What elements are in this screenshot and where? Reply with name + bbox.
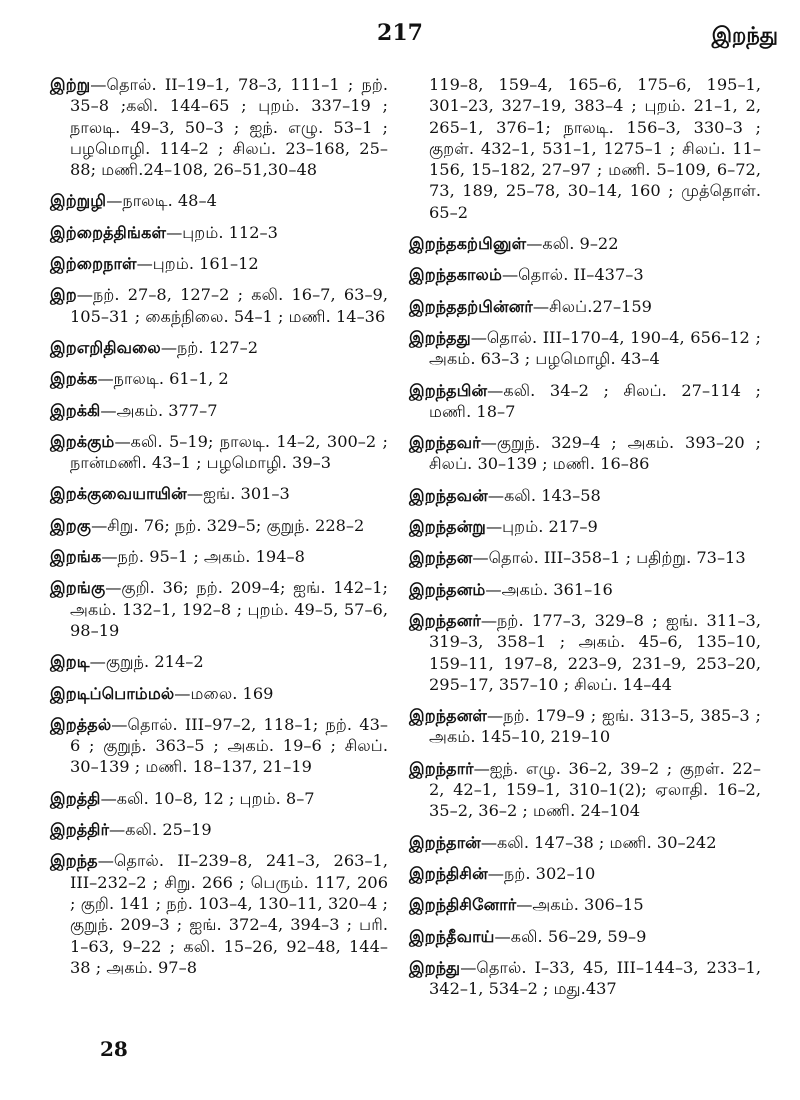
index-entry bbox=[409, 296, 761, 317]
entry-headword: இறத்தல் bbox=[50, 714, 112, 734]
index-entry bbox=[409, 894, 761, 915]
index-entry bbox=[409, 233, 761, 254]
entry-headword: இறந்ததற்பின்னர் bbox=[409, 296, 533, 316]
entry-references: —கலி. 56–29, 59–9 bbox=[494, 926, 647, 946]
index-entry bbox=[50, 819, 388, 840]
entry-references: —நற். 179–9 ; ஐங். 313–5, 385–3 ; அகம். 145–10, 219–10 bbox=[429, 706, 761, 747]
entry-references: —புறம். 161–12 bbox=[136, 254, 259, 274]
index-entry bbox=[409, 610, 761, 695]
entry-references: —நாலடி. 48–4 bbox=[106, 191, 217, 211]
index-entry bbox=[50, 337, 388, 358]
entry-references: —நற். 127–2 bbox=[160, 337, 259, 357]
index-entry bbox=[50, 284, 388, 327]
entry-references: —கலி. 34–2 ; சிலப். 27–114 ; மணி. 18–7 bbox=[429, 380, 761, 421]
entry-references: —தொல். III–97–2, 118–1; நற். 43–6 ; குறுந். 363–5 ; அகம். 19–6 ; சிலப். 30–139 ; மணி. 18–137, 21–19 bbox=[70, 714, 388, 777]
entry-references: —குறி. 36; நற். 209–4; ஐங். 142–1; அகம். 132–1, 192–8 ; புறம். 49–5, 57–6, 98–19 bbox=[70, 578, 388, 640]
entry-headword: இறக்குவையாயின் bbox=[50, 484, 187, 504]
entry-headword: இற்று bbox=[50, 75, 91, 94]
entry-references: —சிறு. 76; நற். 329–5; குறுந். 228–2 bbox=[91, 515, 365, 535]
index-entry bbox=[50, 400, 388, 421]
entry-headword: இறங்க bbox=[50, 547, 102, 567]
index-entry bbox=[409, 957, 761, 1000]
entry-headword: இறத்தி bbox=[50, 788, 101, 808]
entry-references: —புறம். 112–3 bbox=[166, 222, 278, 242]
index-entry bbox=[409, 516, 761, 537]
entry-headword: இறந்தகற்பினுள் bbox=[409, 234, 527, 254]
entry-headword: இறந்தனம் bbox=[409, 579, 486, 599]
index-entry bbox=[50, 190, 388, 211]
index-entry bbox=[50, 651, 388, 672]
right-column bbox=[409, 74, 761, 1009]
entry-headword: இற்றுழி bbox=[50, 191, 107, 211]
entry-references: —நாலடி. 61–1, 2 bbox=[97, 369, 229, 389]
entry-references: —ஐந். எழு. 36–2, 39–2 ; குறள். 22–2, 42–1, 159–1, 310–1(2); ஏலாதி. 16–2, 35–2, 36–2 ; மணி. 24–104 bbox=[429, 758, 761, 821]
entry-headword: இறந்தனள் bbox=[409, 706, 487, 726]
entry-references: —தொல். II–19–1, 78–3, 111–1 ; நற். 35–8 ;கலி. 144–65 ; புறம். 337–19 ; நாலடி. 49–3, 50–3 ; ஐந். எழு. 53–1 ; பழமொழி. 114–2 ; சிலப். 23–168, 25–88; மணி.24–108, 26–51,30–48 bbox=[70, 75, 388, 180]
entry-references: —அகம். 377–7 bbox=[100, 400, 218, 420]
index-entry bbox=[409, 74, 761, 223]
left-column bbox=[50, 74, 388, 988]
index-entry bbox=[50, 850, 388, 978]
entry-references: —அகம். 361–16 bbox=[485, 579, 613, 599]
entry-references: —கலி. 10–8, 12 ; புறம். 8–7 bbox=[100, 788, 315, 808]
entry-headword: இறடி bbox=[50, 652, 90, 672]
entry-references: —குறுந். 214–2 bbox=[89, 652, 204, 672]
index-entry bbox=[409, 264, 761, 285]
entry-headword: இறடிப்பொம்மல் bbox=[50, 683, 175, 703]
index-entry bbox=[409, 832, 761, 853]
index-entry bbox=[50, 431, 388, 474]
entry-references: —ஐங். 301–3 bbox=[186, 484, 290, 504]
index-entry bbox=[409, 863, 761, 884]
entry-headword: இறஎறிதிவலை bbox=[50, 337, 161, 357]
entry-references: —புறம். 217–9 bbox=[485, 517, 598, 537]
entry-references: —கலி. 147–38 ; மணி. 30–242 bbox=[480, 832, 717, 852]
index-entry bbox=[50, 515, 388, 536]
entry-references: —தொல். II–239–8, 241–3, 263–1, III–232–2 ; சிறு. 266 ; பெரும். 117, 206 ; குறி. 141 ; நற். 103–4, 130–11, 320–4 ; குறுந். 209–3 ; ஐங். 372–4, 394–3 ; பரி. 1–63, 9–22 ; கலி. 15–26, 92–48, 144–38 ; அகம். 97–8 bbox=[70, 851, 388, 977]
entry-headword: இறங்கு bbox=[50, 578, 106, 598]
entry-headword: இறக்கி bbox=[50, 400, 101, 420]
index-entry bbox=[50, 222, 388, 243]
entry-references: —சிலப்.27–159 bbox=[532, 296, 652, 316]
index-entry bbox=[50, 74, 388, 180]
entry-references: —தொல். III–170–4, 190–4, 656–12 ; அகம். 63–3 ; பழமொழி. 43–4 bbox=[429, 327, 761, 369]
entry-headword: இறந்தகாலம் bbox=[409, 265, 502, 285]
entry-headword: இறந்திசின் bbox=[409, 863, 488, 883]
index-entry bbox=[50, 714, 388, 778]
entry-headword: இறகு bbox=[50, 515, 92, 535]
running-head: இறந்து bbox=[711, 22, 778, 47]
signature-mark: 28 bbox=[100, 1037, 128, 1061]
entry-headword: இறந்தார் bbox=[409, 758, 474, 778]
entry-references: —நற். 177–3, 329–8 ; ஐங். 311–3, 319–3, 358–1 ; அகம். 45–6, 135–10, 159–11, 197–8, 223–9, 231–9, 253–20, 295–17, 357–10 ; சிலப். 14–44 bbox=[429, 610, 761, 694]
entry-headword: இறந்தன bbox=[409, 548, 473, 568]
entry-references: —கலி. 9–22 bbox=[526, 234, 619, 254]
entry-headword: இறந்தது bbox=[409, 327, 471, 347]
entry-references: —நற். 95–1 ; அகம். 194–8 bbox=[101, 547, 305, 567]
entry-references: —மலை. 169 bbox=[174, 683, 274, 703]
entry-headword: இறந்தவன் bbox=[409, 485, 488, 505]
index-entry bbox=[50, 683, 388, 704]
index-entry bbox=[409, 547, 761, 568]
entry-headword: இறந்திசினோர் bbox=[409, 895, 517, 915]
index-entry bbox=[409, 758, 761, 822]
index-entry bbox=[50, 577, 388, 641]
entry-references: —நற். 27–8, 127–2 ; கலி. 16–7, 63–9, 105–31 ; கைந்நிலை. 54–1 ; மணி. 14–36 bbox=[70, 285, 388, 326]
entry-headword: இறந்த bbox=[50, 851, 98, 871]
index-entry bbox=[50, 368, 388, 389]
entry-references: 119–8, 159–4, 165–6, 175–6, 195–1, 301–23, 327–19, 383–4 ; புறம். 21–1, 2, 265–1, 376–1; நாலடி. 156–3, 330–3 ; குறள். 432–1, 531–1, 1275–1 ; சிலப். 11–156, 15–182, 27–97 ; மணி. 5–109, 6–72, 73, 189, 25–78, 30–14, 160 ; முத்தொள். 65–2 bbox=[429, 75, 761, 222]
index-entry bbox=[409, 485, 761, 506]
entry-references: —கலி. 143–58 bbox=[487, 485, 601, 505]
entry-references: —தொல். II–437–3 bbox=[501, 265, 644, 285]
entry-references: —கலி. 5–19; நாலடி. 14–2, 300–2 ; நான்மணி. 43–1 ; பழமொழி. 39–3 bbox=[70, 431, 388, 473]
entry-headword: இறக்கும் bbox=[50, 431, 115, 451]
entry-headword: இறந்தன்று bbox=[409, 517, 486, 537]
entry-references: —நற். 302–10 bbox=[487, 863, 596, 883]
index-entry bbox=[409, 705, 761, 748]
entry-headword: இறந்து bbox=[409, 957, 461, 977]
entry-headword: இறந்தீவாய் bbox=[409, 926, 495, 946]
entry-headword: இறந்தபின் bbox=[409, 380, 488, 400]
index-entry bbox=[409, 327, 761, 370]
entry-headword: இற bbox=[50, 285, 77, 305]
index-entry bbox=[50, 546, 388, 567]
entry-references: —தொல். I–33, 45, III–144–3, 233–1, 342–1, 534–2 ; மது.437 bbox=[429, 957, 761, 999]
entry-headword: இறந்தனர் bbox=[409, 610, 481, 630]
entry-headword: இறக்க bbox=[50, 369, 98, 389]
index-entry bbox=[50, 483, 388, 504]
entry-references: —குறுந். 329–4 ; அகம். 393–20 ; சிலப். 30–139 ; மணி. 16–86 bbox=[429, 433, 761, 474]
entry-headword: இறந்தான் bbox=[409, 832, 481, 852]
index-entry bbox=[409, 380, 761, 423]
entry-references: —கலி. 25–19 bbox=[109, 820, 212, 840]
entry-headword: இற்றைநாள் bbox=[50, 254, 137, 274]
index-entry bbox=[409, 432, 761, 475]
index-entry bbox=[50, 788, 388, 809]
entry-references: —தொல். III–358–1 ; பதிற்று. 73–13 bbox=[472, 548, 746, 568]
index-entry bbox=[409, 926, 761, 947]
index-entry bbox=[50, 253, 388, 274]
entry-headword: இற்றைத்திங்கள் bbox=[50, 222, 167, 242]
entry-headword: இறந்தவர் bbox=[409, 433, 481, 453]
entry-references: —அகம். 306–15 bbox=[516, 895, 644, 915]
index-entry bbox=[409, 579, 761, 600]
page-number: 217 bbox=[377, 20, 423, 46]
entry-headword: இறத்திர் bbox=[50, 820, 110, 840]
